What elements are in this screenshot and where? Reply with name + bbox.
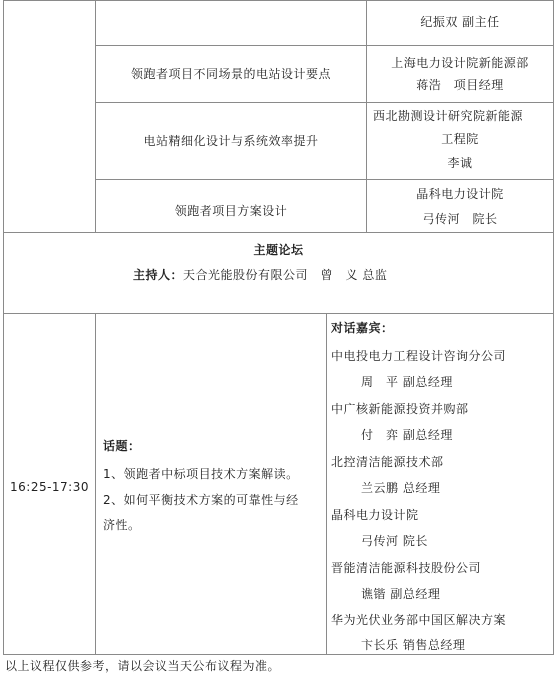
speaker-row3-line3: 李诚 xyxy=(447,156,473,170)
guest-person-6: 卞长乐 销售总经理 xyxy=(361,638,466,652)
speaker-row4-line2: 弓传河 院长 xyxy=(422,212,498,226)
row-line-4 xyxy=(3,232,554,233)
topic-2-line2: 济性。 xyxy=(103,518,141,532)
topics-title: 话题： xyxy=(103,439,141,453)
col-line-1-lower xyxy=(95,313,96,655)
topic-row3: 电站精细化设计与系统效率提升 xyxy=(143,134,319,148)
speaker-row2-line2: 蒋浩 项目经理 xyxy=(416,78,504,92)
host-label: 主持人： xyxy=(133,268,184,282)
guest-org-1: 中电投电力工程设计咨询分公司 xyxy=(331,349,507,363)
col-line-2-lower xyxy=(326,313,327,655)
footnote: 以上议程仅供参考，请以会议当天公布议程为准。 xyxy=(5,659,281,673)
speaker-row1-line1: 纪振双 副主任 xyxy=(420,15,500,29)
speaker-row3-line2: 工程院 xyxy=(441,132,479,146)
col-line-1-upper xyxy=(95,0,96,232)
row-line-2 xyxy=(95,102,554,103)
row-line-3 xyxy=(95,179,554,180)
speaker-row3-line1: 西北勘测设计研究院新能源 xyxy=(373,109,524,123)
guests-title: 对话嘉宾： xyxy=(331,321,394,335)
guest-person-3: 兰云鹏 总经理 xyxy=(361,481,441,495)
speaker-row4-line1: 晶科电力设计院 xyxy=(416,187,504,201)
speaker-row2-line1: 上海电力设计院新能源部 xyxy=(391,56,529,70)
host-value: 天合光能股份有限公司 曾 义 总监 xyxy=(183,268,388,282)
row-line-5 xyxy=(3,313,554,314)
topic-row4: 领跑者项目方案设计 xyxy=(174,204,288,218)
forum-title: 主题论坛 xyxy=(253,243,304,257)
topic-row2: 领跑者项目不同场景的电站设计要点 xyxy=(130,67,331,81)
topic-1: 1、领跑者中标项目技术方案解读。 xyxy=(103,467,299,481)
forum-host-line xyxy=(133,267,387,283)
guest-person-1: 周 平 副总经理 xyxy=(361,375,453,389)
guest-org-5: 晋能清洁能源科技股份公司 xyxy=(331,561,482,575)
guest-person-5: 谯锴 副总经理 xyxy=(361,587,441,601)
guest-person-2: 付 弈 副总经理 xyxy=(361,428,453,442)
table-border-left xyxy=(3,0,4,655)
table-border-bottom xyxy=(3,654,554,655)
table-border-right xyxy=(553,0,554,655)
guest-org-4: 晶科电力设计院 xyxy=(331,508,419,522)
guest-org-6: 华为光伏业务部中国区解决方案 xyxy=(331,613,507,627)
table-border-top xyxy=(3,0,554,1)
topic-2-line1: 2、如何平衡技术方案的可靠性与经 xyxy=(103,493,299,507)
session-time: 16:25-17:30 xyxy=(10,480,89,494)
guest-person-4: 弓传河 院长 xyxy=(361,534,428,548)
guest-org-2: 中广核新能源投资并购部 xyxy=(331,402,469,416)
row-line-1 xyxy=(95,45,554,46)
guest-org-3: 北控清洁能源技术部 xyxy=(331,455,444,469)
